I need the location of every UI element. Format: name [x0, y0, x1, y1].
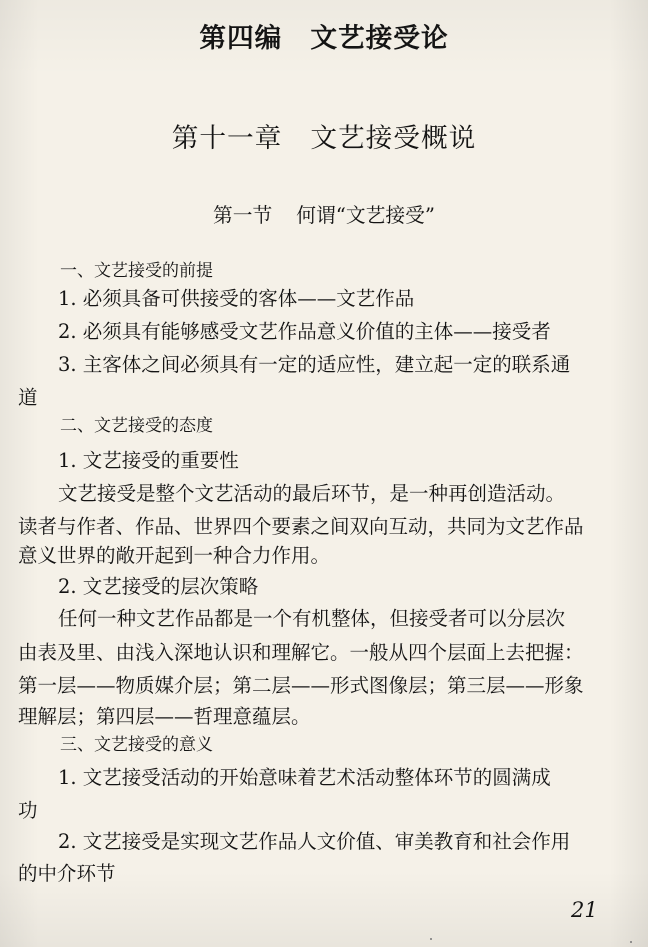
section-title: 何谓“文艺接受” [296, 204, 435, 227]
text-line: 读者与作者、作品、世界四个要素之间双向互动，共同为文艺作品 [18, 515, 584, 538]
chapter-title: 文艺接受概说 [310, 123, 477, 154]
scan-speck [630, 941, 632, 943]
text-line: 第一层——物质媒介层；第二层——形式图像层；第三层——形象 [18, 674, 584, 697]
text-line: 理解层；第四层——哲理意蕴层。 [18, 705, 311, 728]
text-line: 3. 主客体之间必须具有一定的适应性，建立起一定的联系通 [58, 353, 571, 376]
chapter-label: 第十一章 [171, 123, 283, 154]
text-line: 由表及里、由浅入深地认识和理解它。一般从四个层面上去把握： [18, 641, 584, 664]
text-line: 任何一种文艺作品都是一个有机整体，但接受者可以分层次 [58, 607, 566, 630]
text-line: 1. 必须具备可供接受的客体——文艺作品 [58, 287, 415, 310]
text-line: 的中介环节 [18, 862, 116, 885]
text-line: 2. 文艺接受是实现文艺作品人文价值、审美教育和社会作用 [58, 830, 571, 853]
text-line: 意义世界的敞开起到一种合力作用。 [18, 544, 331, 567]
page-number: 21 [571, 898, 598, 922]
part-title: 文艺接受论 [310, 23, 449, 54]
scan-speck [430, 938, 432, 940]
text-line: 功 [18, 799, 38, 822]
section-label: 第一节 [213, 204, 273, 227]
text-line: 1. 文艺接受的重要性 [58, 449, 239, 472]
text-line: 1. 文艺接受活动的开始意味着艺术活动整体环节的圆满成 [58, 766, 551, 789]
subheading-significance: 三、文艺接受的意义 [60, 735, 213, 755]
text-line: 2. 文艺接受的层次策略 [58, 575, 259, 598]
subheading-attitude: 二、文艺接受的态度 [60, 416, 213, 436]
section-heading [0, 206, 648, 226]
chapter-heading [0, 123, 648, 154]
text-line: 文艺接受是整个文艺活动的最后环节，是一种再创造活动。 [58, 482, 566, 505]
text-line: 道 [18, 386, 38, 409]
part-heading [0, 23, 648, 54]
part-label: 第四编 [199, 23, 283, 54]
text-line: 2. 必须具有能够感受文艺作品意义价值的主体——接受者 [58, 320, 551, 343]
subheading-premise: 一、文艺接受的前提 [60, 261, 213, 281]
